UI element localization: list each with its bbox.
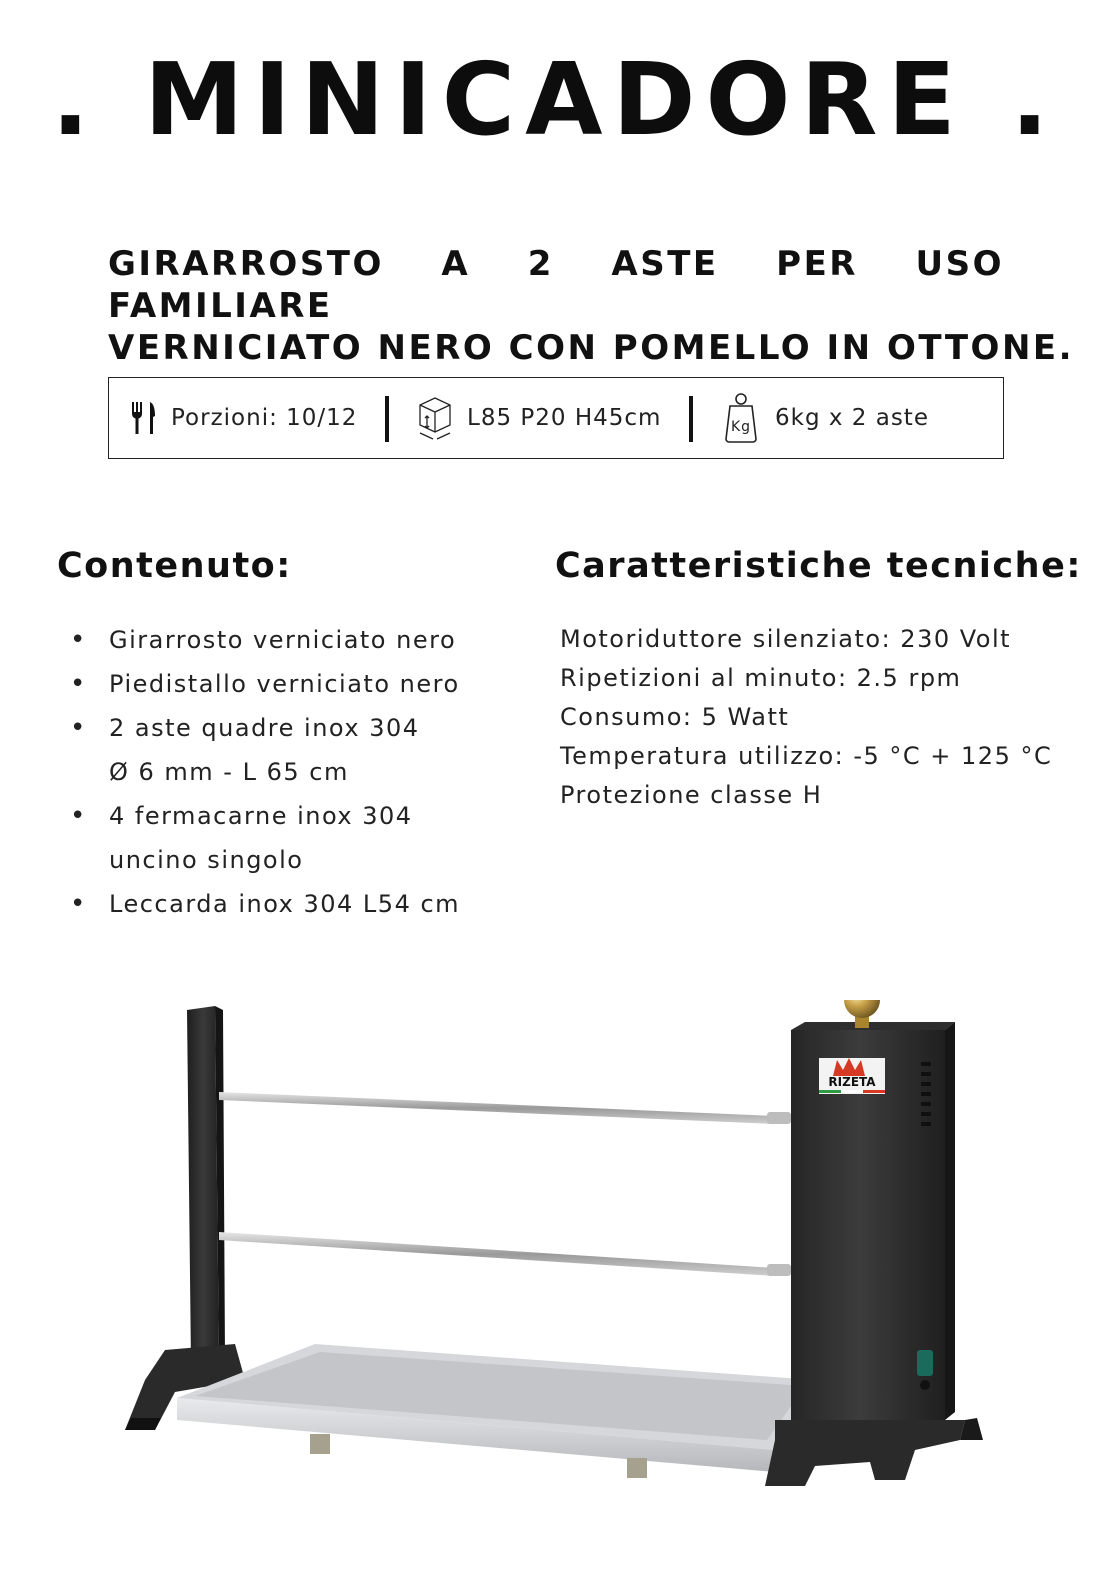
weight-info xyxy=(721,378,929,458)
contents-list xyxy=(70,618,490,926)
weight-icon-label: Kg xyxy=(730,419,752,435)
page-title: . MINICADORE . xyxy=(51,41,1059,158)
list-item: • Girarrosto verniciato nero xyxy=(70,618,490,662)
specs-heading: Caratteristiche tecniche: xyxy=(555,546,1082,586)
power-switch xyxy=(917,1350,933,1376)
list-item: • 4 fermacarne inox 304 uncino singolo xyxy=(70,794,429,882)
motor-tower xyxy=(791,1022,955,1420)
left-upright xyxy=(125,1006,245,1430)
contents-heading: Contenuto: xyxy=(57,546,292,586)
rotisserie-product-image xyxy=(115,1000,995,1540)
portions-label: Porzioni: 10/12 xyxy=(171,405,358,431)
specs-list xyxy=(560,620,1080,815)
spec-item: Motoriduttore silenziato: 230 Volt xyxy=(560,625,1012,653)
spit-rods xyxy=(219,1092,791,1276)
weight-kg-icon xyxy=(721,391,761,445)
tower-base xyxy=(765,1418,983,1486)
drip-tray xyxy=(177,1344,815,1478)
brand-logo: RIZETA xyxy=(828,1075,876,1089)
info-box xyxy=(108,377,1004,459)
dimensions-info xyxy=(417,378,661,458)
product-subtitle xyxy=(108,243,1075,369)
spec-item: Protezione classe H xyxy=(560,781,823,809)
weight-label: 6kg x 2 aste xyxy=(775,405,929,431)
info-separator xyxy=(385,396,389,442)
spec-item: Ripetizioni al minuto: 2.5 rpm xyxy=(560,664,962,692)
portions-info xyxy=(131,378,357,458)
spec-item: Consumo: 5 Watt xyxy=(560,703,790,731)
info-separator xyxy=(689,396,693,442)
list-item: • Piedistallo verniciato nero xyxy=(70,662,490,706)
box-dimensions-icon xyxy=(417,395,453,441)
subtitle-line-2: VERNICIATO NERO CON POMELLO IN OTTONE. xyxy=(108,328,1075,368)
list-item: • Leccarda inox 304 L54 cm xyxy=(70,882,490,926)
fork-knife-icon xyxy=(131,400,157,436)
subtitle-line-1: GIRARROSTO A 2 ASTE PER USO FAMILIARE xyxy=(108,244,1004,326)
spec-item: Temperatura utilizzo: -5 °C + 125 °C xyxy=(560,742,1053,770)
list-item: • 2 aste quadre inox 304 Ø 6 mm - L 65 cm xyxy=(70,706,490,794)
dimensions-label: L85 P20 H45cm xyxy=(467,405,662,431)
